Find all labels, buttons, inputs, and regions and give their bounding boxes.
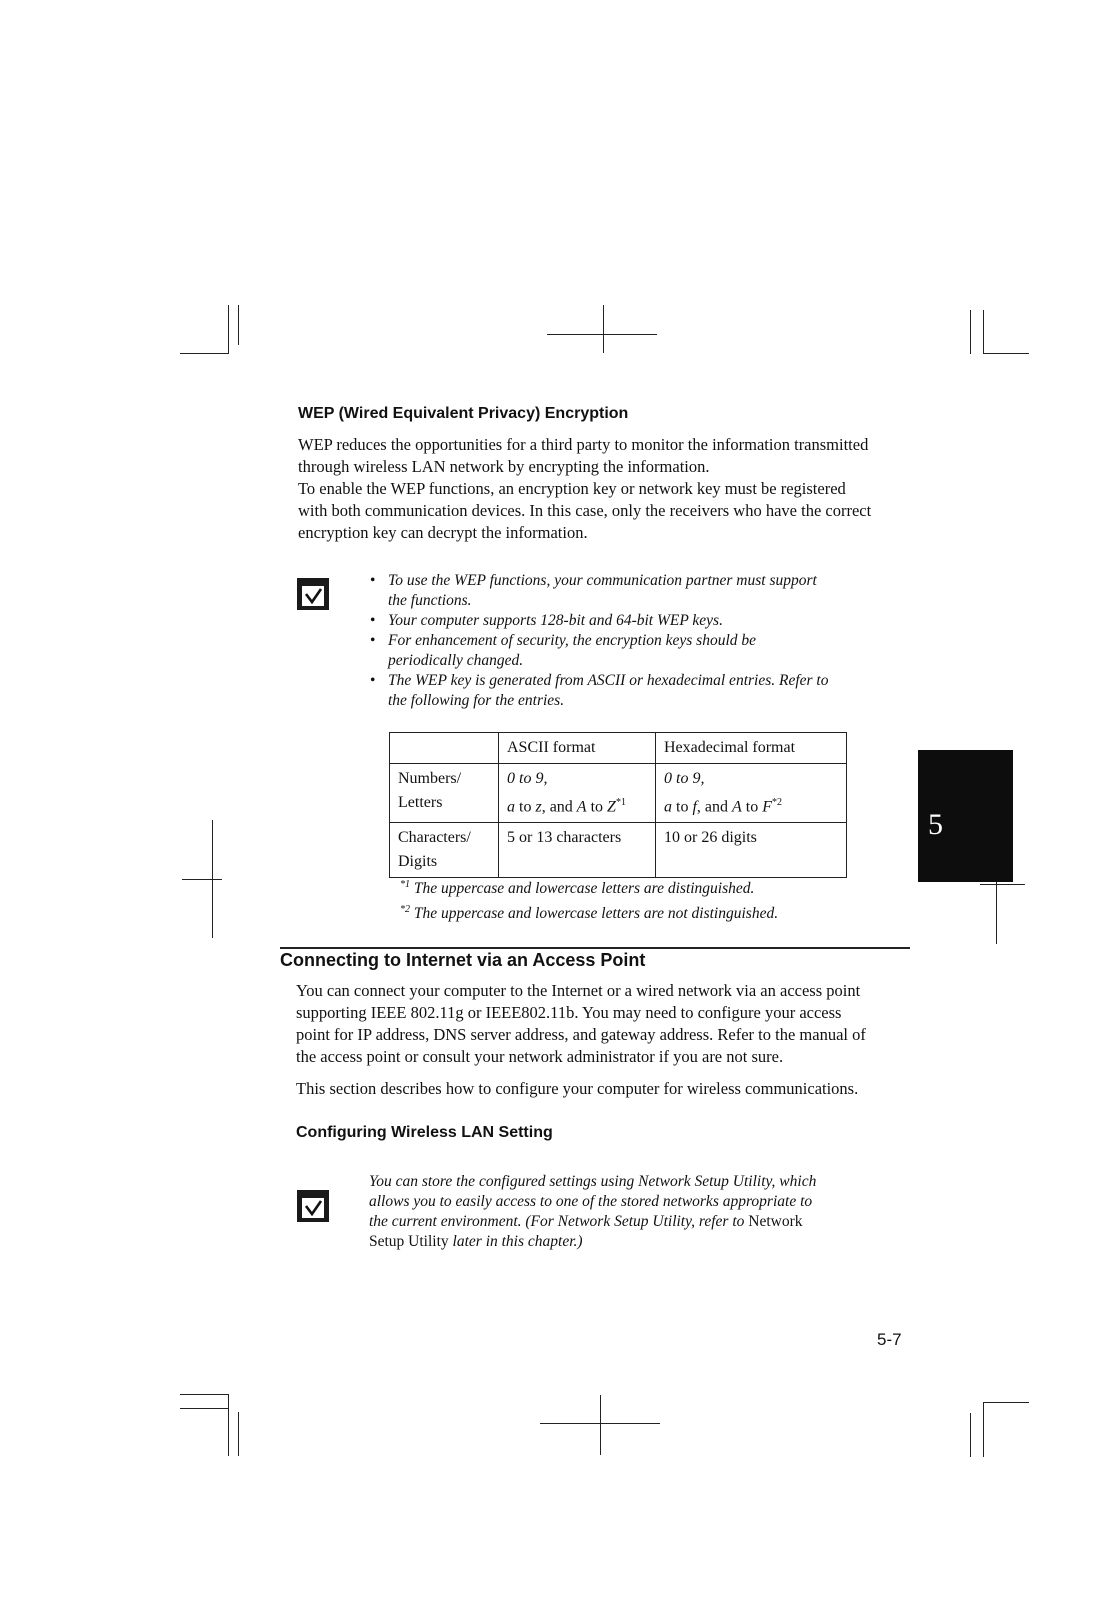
note-fragment: later in this chapter.) <box>448 1233 583 1250</box>
crop-mark <box>182 879 222 880</box>
crop-mark <box>600 1395 601 1455</box>
footnote-ref: *1 <box>615 797 626 808</box>
crop-mark <box>996 880 997 944</box>
note-list-item <box>370 671 890 711</box>
checkbox-icon <box>302 1198 324 1218</box>
note-check-icon <box>297 1190 329 1222</box>
table-header-cell <box>390 733 499 764</box>
access-point-line: point for IP address, DNS server address, and gateway address. Refer to the manual of <box>296 1025 866 1044</box>
wep-paragraph-line: encryption key can decrypt the information. <box>298 523 588 542</box>
note-text: the following for the entries. <box>388 692 565 709</box>
footnote-mark: *1 <box>400 879 410 890</box>
config-heading: Configuring Wireless LAN Setting <box>296 1124 553 1141</box>
cell-fragment: a <box>664 798 672 816</box>
cell-text: Letters <box>398 794 443 811</box>
access-point-line: This section describes how to configure your computer for wireless communications. <box>296 1079 859 1098</box>
wep-paragraph-line: To enable the WEP functions, an encryption key or network key must be registered <box>298 479 846 498</box>
crop-mark <box>228 1394 229 1456</box>
access-point-paragraph <box>296 980 916 1100</box>
table-cell <box>499 764 656 823</box>
checkbox-icon <box>302 586 324 606</box>
table-row <box>390 823 847 878</box>
note-fragment: Network <box>748 1213 803 1230</box>
footnote-text: The uppercase and lowercase letters are distinguished. <box>413 880 755 898</box>
footnote-mark: *2 <box>400 904 410 916</box>
note-text: Your computer supports 128-bit and 64-bit WEP keys. <box>388 612 723 629</box>
section-divider <box>280 947 910 949</box>
crop-mark <box>238 1412 239 1456</box>
wep-paragraph <box>298 434 918 544</box>
wep-heading: WEP (Wired Equivalent Privacy) Encryption <box>298 405 629 422</box>
cell-fragment: z <box>535 798 542 816</box>
table-cell <box>390 764 499 823</box>
crop-mark <box>180 353 228 354</box>
bullet-icon: • <box>370 612 376 629</box>
note-text: allows you to easily access to one of the stored networks appropriate to <box>369 1193 813 1210</box>
bullet-icon: • <box>370 572 376 589</box>
footnote-text: The uppercase and lowercase letters are not distinguished. <box>413 905 779 923</box>
note-list-item <box>370 631 890 671</box>
config-note <box>369 1172 889 1252</box>
chapter-tab <box>918 750 1013 882</box>
bullet-icon: • <box>370 632 376 649</box>
crop-mark <box>983 1402 984 1457</box>
page-number: 5-7 <box>877 1330 902 1349</box>
crop-mark <box>983 353 1029 354</box>
crop-mark <box>980 884 1025 885</box>
note-text: To use the WEP functions, your communication partner must support <box>388 572 817 589</box>
cell-text: Characters/ <box>398 829 471 847</box>
crop-mark <box>180 1408 228 1409</box>
footnote <box>400 874 880 899</box>
wep-paragraph-line: through wireless LAN network by encrypting the information. <box>298 457 710 476</box>
cell-fragment: a <box>507 798 515 816</box>
cell-fragment: to <box>672 798 693 816</box>
chapter-tab-number: 5 <box>928 808 943 841</box>
table-cell <box>656 764 847 823</box>
table-header-cell: ASCII format <box>499 733 656 764</box>
crop-mark <box>238 305 239 345</box>
cell-fragment: to <box>741 798 763 816</box>
cell-fragment: to <box>515 798 536 816</box>
note-check-icon <box>297 578 329 610</box>
table-header-row <box>390 733 847 764</box>
table-header-cell: Hexadecimal format <box>656 733 847 764</box>
footnote-ref: *2 <box>772 797 783 808</box>
crop-mark <box>983 310 984 354</box>
crop-mark <box>180 1394 228 1395</box>
note-text: The WEP key is generated from ASCII or hexadecimal entries. Refer to <box>388 672 829 689</box>
note-text: periodically changed. <box>388 652 524 669</box>
cell-text: Numbers/ <box>398 770 462 787</box>
crop-mark <box>603 305 604 353</box>
cell-fragment: F <box>762 798 773 816</box>
crop-mark <box>983 1402 1029 1403</box>
table-cell: 5 or 13 characters <box>499 823 656 878</box>
table-cell: 10 or 26 digits <box>656 823 847 878</box>
cell-text <box>507 791 647 819</box>
access-point-line: supporting IEEE 802.11g or IEEE802.11b. You may need to configure your access <box>296 1003 842 1022</box>
access-point-heading: Connecting to Internet via an Access Point <box>280 950 646 970</box>
access-point-line: You can connect your computer to the Internet or a wired network via an access point <box>296 981 861 1000</box>
cell-fragment: A <box>732 798 742 816</box>
table-footnotes <box>400 874 880 924</box>
note-text <box>369 1212 889 1232</box>
table-row <box>390 764 847 823</box>
cell-fragment: A <box>576 798 587 816</box>
cell-text: 0 to 9, <box>507 770 548 787</box>
note-text: You can store the configured settings using Network Setup Utility, which <box>369 1173 817 1190</box>
crop-mark <box>228 305 229 354</box>
cell-fragment: f <box>692 798 697 816</box>
cell-fragment: to <box>586 798 608 816</box>
note-fragment: the current environment. (For Network Setup Utility, refer to <box>369 1213 749 1230</box>
footnote <box>400 899 880 924</box>
wep-paragraph-line: WEP reduces the opportunities for a third party to monitor the information transmitted <box>298 435 869 454</box>
cell-fragment: , and <box>696 798 733 816</box>
note-list-item <box>370 611 890 631</box>
cell-text: 0 to 9, <box>664 770 705 787</box>
wep-paragraph-line: with both communication devices. In this case, only the receivers who have the correct <box>298 501 872 520</box>
note-list-item <box>370 571 890 611</box>
access-point-line: the access point or consult your network administrator if you are not sure. <box>296 1047 784 1066</box>
crop-mark <box>970 310 971 354</box>
note-text: the functions. <box>388 592 472 609</box>
note-text: For enhancement of security, the encryption keys should be <box>388 632 757 649</box>
cell-text: Digits <box>398 853 438 871</box>
note-fragment: Setup Utility <box>369 1233 449 1250</box>
note-text <box>369 1232 889 1252</box>
table-cell <box>390 823 499 878</box>
cell-fragment: , and <box>541 798 577 816</box>
wep-key-table <box>389 732 847 878</box>
crop-mark <box>970 1413 971 1457</box>
crop-mark <box>547 334 657 335</box>
bullet-icon: • <box>370 672 376 689</box>
cell-fragment: Z <box>607 798 616 816</box>
wep-notes-list <box>370 571 890 711</box>
cell-text <box>664 791 838 819</box>
